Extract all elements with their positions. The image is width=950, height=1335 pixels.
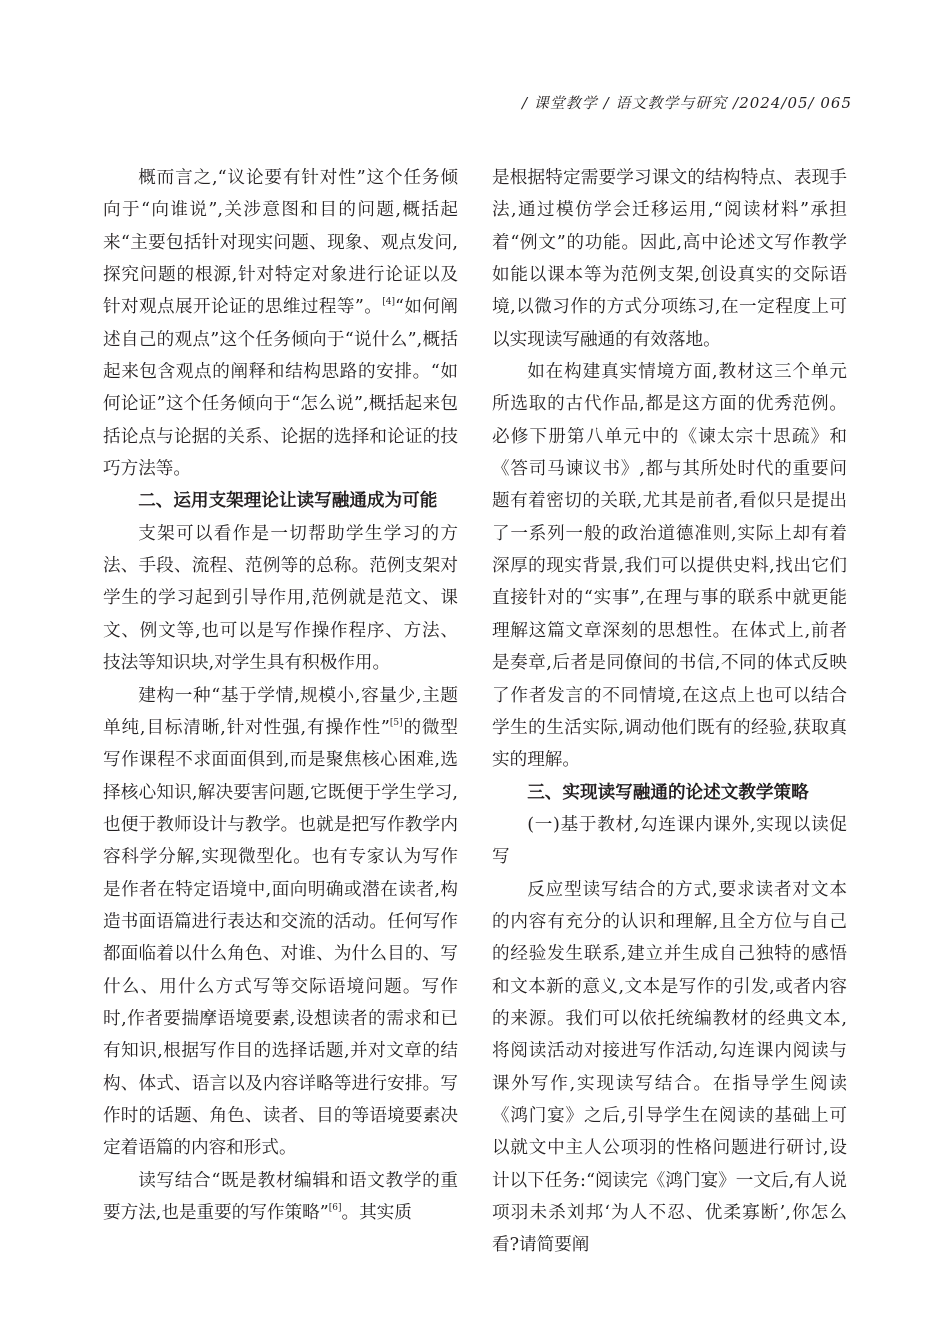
paragraph: 是根据特定需要学习课文的结构特点、表现手法,通过模仿学会迁移运用,“阅读材料”承担着“例文”的功能。因此,高中论述文写作教学如能以课本等为范例支架,创设真实的交际语境,以微习作的方式分项练习,在一定程度上可以实现读写融通的有效落地。 bbox=[492, 168, 847, 350]
citation-ref: [5] bbox=[389, 717, 403, 728]
paragraph: 反应型读写结合的方式,要求读者对文本的内容有充分的认识和理解,且全方位与自己的经验发生联系,建立并生成自己独特的感悟和文本新的意义,文本是写作的引发,或者内容的来源。我们可以依托统编教材的经典文本,将阅读活动对接进写作活动,勾连课内阅读与课外写作,实现读写结合。在指导学生阅读《鸿门宴》之后,引导学生在阅读的基础上可以就文中主人公项羽的性格问题进行研讨,设计以下任务:“阅读完《鸿门宴》一文后,有人说项羽未杀刘邦‘为人不忍、优柔寡断’,你怎么看?请简要阐 bbox=[492, 879, 847, 1256]
subsection-heading: (一)基于教材,勾连课内课外,实现以读促写 bbox=[492, 814, 847, 868]
section-heading: 二、运用支架理论让读写融通成为可能 bbox=[138, 491, 438, 512]
paragraph bbox=[103, 1165, 458, 1230]
section-heading: 三、实现读写融通的论述文教学策略 bbox=[527, 782, 809, 803]
paragraph-text: 。其实质 bbox=[341, 1203, 412, 1223]
running-header: / 课堂教学 / 语文教学与研究 /2024/05/ 065 bbox=[521, 94, 852, 112]
right-column bbox=[492, 162, 847, 1262]
paragraph-text: 建构一种“基于学情,规模小,容量少,主题单纯,目标清晰,针对性强,有操作性” bbox=[103, 685, 458, 738]
citation-ref: [6] bbox=[328, 1203, 342, 1213]
paragraph-text: 读写结合“既是教材编辑和语文教学的重要方法,也是重要的写作策略” bbox=[103, 1170, 458, 1223]
citation-ref: [4] bbox=[382, 297, 396, 308]
paragraph-text: 的微型写作课程不求面面俱到,而是聚焦核心困难,选择核心知识,解决要害问题,它既便于学生学习,也便于教师设计与教学。也就是把写作教学内容科学分解,实现微型化。也有专家认为写作是作者在特定语境中,面向明确或潜在读者,构造书面语篇进行表达和交流的活动。任何写作都面临着以什么角色、对谁、为什么目的、写什么、用什么方式写等交际语境问题。写作时,作者要揣摩语境要素,设想读者的需求和已有知识,根据写作目的选择话题,并对文章的结构、体式、语言以及内容详略等进行安排。写作时的话题、角色、读者、目的等语境要素决定着语篇的内容和形式。 bbox=[103, 717, 458, 1159]
paragraph bbox=[103, 162, 458, 485]
paragraph-text: “如何阐述自己的观点”这个任务倾向于“说什么”,概括起来包含观点的阐释和结构思路的安排。“如何论证”这个任务倾向于“怎么说”,概括起来包括论点与论据的关系、论据的选择和论证的技巧方法等。 bbox=[103, 297, 459, 480]
paragraph: 如在构建真实情境方面,教材这三个单元所选取的古代作品,都是这方面的优秀范例。必修下册第八单元中的《谏太宗十思疏》和《答司马谏议书》,都与其所处时代的重要问题有着密切的关联,尤其是前者,看似只是提出了一系列一般的政治道德准则,实际上却有着深厚的现实背景,我们可以提供史料,找出它们直接针对的“实事”,在理与事的联系中就更能理解这篇文章深刻的思想性。在体式上,前者是奏章,后者是同僚间的书信,不同的体式反映了作者发言的不同情境,在这点上也可以结合学生的生活实际,调动他们既有的经验,获取真实的理解。 bbox=[492, 362, 847, 771]
left-column bbox=[103, 162, 458, 1229]
paragraph-text: 概而言之,“议论要有针对性”这个任务倾向于“向谁说”,关涉意图和目的问题,概括起来“主要包括针对现实问题、现象、观点发问,探究问题的根源,针对特定对象进行论证以及针对观点展开论证的思维过程等”。 bbox=[103, 168, 458, 318]
paragraph bbox=[103, 680, 458, 1165]
paragraph: 支架可以看作是一切帮助学生学习的方法、手段、流程、范例等的总称。范例支架对学生的学习起到引导作用,范例就是范文、课文、例文等,也可以是写作操作程序、方法、技法等知识块,对学生具有积极作用。 bbox=[103, 523, 458, 674]
